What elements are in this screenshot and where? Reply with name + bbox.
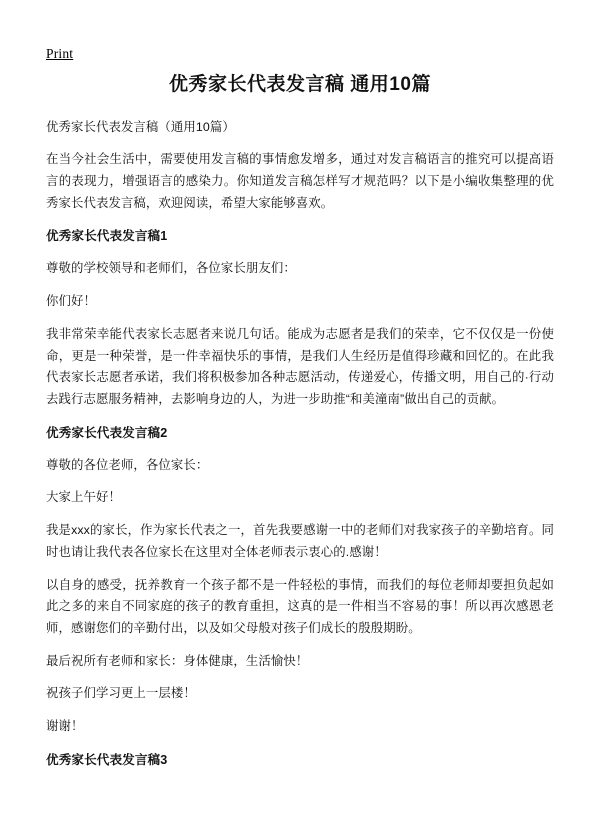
section-heading: 优秀家长代表发言稿1 (46, 229, 168, 244)
paragraph: 尊敬的学校领导和老师们，各位家长朋友们： (46, 261, 296, 276)
paragraph: 你们好！ (46, 294, 96, 309)
section-heading: 优秀家长代表发言稿2 (46, 425, 168, 440)
paragraph: 尊敬的各位老师，各位家长： (46, 457, 209, 472)
paragraph: 我是xxx的家长，作为家长代表之一，首先我要感谢一中的老师们对我家孩子的辛勤培育。同时也请让我代表各位家长在这里对全体老师表示衷心的.感谢！ (46, 523, 554, 559)
paragraph: 在当今社会生活中，需要使用发言稿的事情愈发增多，通过对发言稿语言的推究可以提高语言的表现力，增强语言的感染力。你知道发言稿怎样写才规范吗？以下是小编收集整理的优秀家长代表发言稿，欢迎阅读，希望大家能够喜欢。 (46, 152, 554, 210)
paragraph: 我非常荣幸能代表家长志愿者来说几句话。能成为志愿者是我们的荣幸，它不仅仅是一份使命，更是一种荣誉，是一件幸福快乐的事情，是我们人生经历是值得珍藏和回忆的。在此我代表家长志愿者承诺，我们将积极参加各种志愿活动，传递爱心，传播文明，用自己的·行动去践行志愿服务精神，去影响身边的人，为进一步助推“和美潼南”做出自己的贡献。 (46, 326, 554, 406)
document-body (46, 0, 554, 771)
paragraph: 大家上午好！ (46, 490, 121, 505)
paragraph: 最后祝所有老师和家长：身体健康，生活愉快！ (46, 653, 309, 668)
section-heading: 优秀家长代表发言稿3 (46, 752, 168, 767)
paragraph: 优秀家长代表发言稿（通用10篇） (46, 119, 235, 134)
document-content (46, 117, 554, 771)
print-link[interactable]: Print (46, 46, 74, 61)
paragraph: 谢谢！ (46, 719, 84, 734)
paragraph: 祝孩子们学习更上一层楼！ (46, 686, 196, 701)
page-title: 优秀家长代表发言稿 通用10篇 (169, 74, 431, 95)
paragraph: 以自身的感受，抚养教育一个孩子都不是一件轻松的事情，而我们的每位老师却要担负起如此之多的来自不同家庭的孩子的教育重担，这真的是一件相当不容易的事！所以再次感恩老师，感谢您们的辛勤付出，以及如父母般对孩子们成长的殷殷期盼。 (46, 577, 554, 635)
